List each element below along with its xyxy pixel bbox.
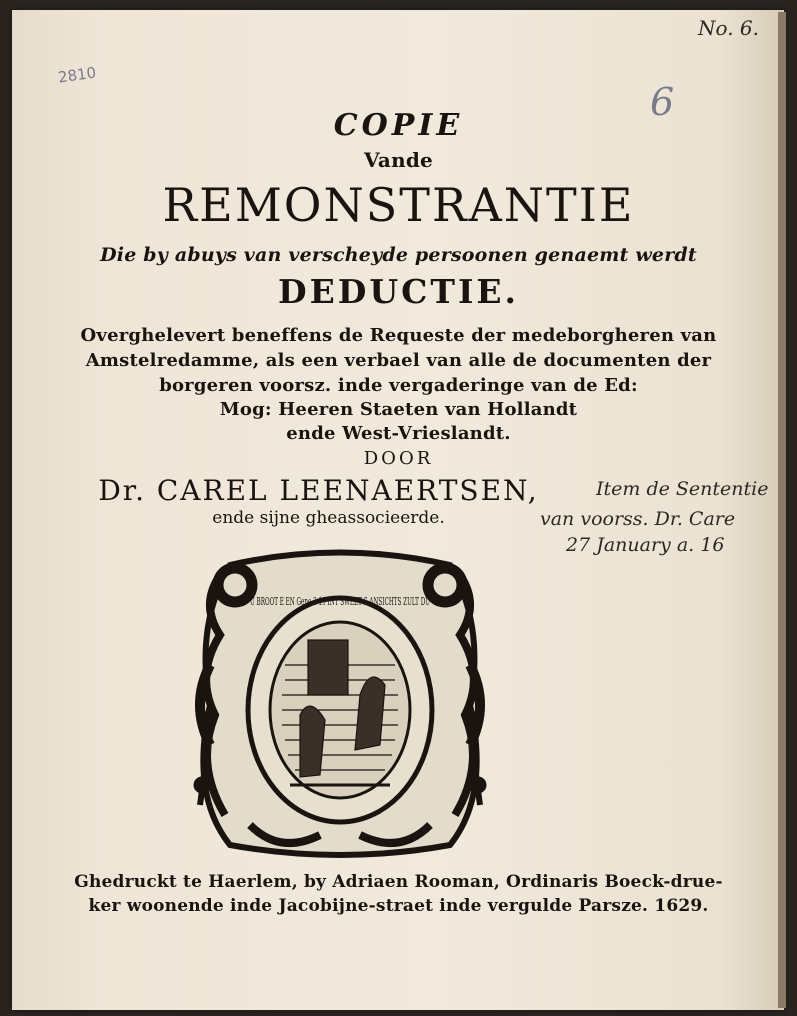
shelfmark: No. 6.	[698, 16, 759, 40]
body-line-2: Amstelredamme, als een verbael van alle de documenten der	[85, 350, 712, 371]
note-line-1: Item de Sententie	[596, 478, 769, 500]
body-line-1: Overghelevert beneffens de Requeste der medeborgheren van	[80, 325, 717, 346]
title-deductie: DEDUCTIE.	[277, 272, 520, 311]
body-line-4: Mog: Heeren Staeten van Hollandt	[219, 399, 578, 420]
imprint-line-1: Ghedruckt te Haerlem, by Adriaen Rooman, Ordinaris Boeck-drue-	[74, 872, 723, 892]
body-line-3: borgeren voorsz. inde vergaderinge van de Ed:	[159, 375, 638, 396]
author-name: Dr. CAREL LEENAERTSEN,	[98, 474, 539, 507]
printers-device-woodcut	[190, 545, 490, 860]
pencil-number: 2810	[56, 63, 98, 87]
title-main: REMONSTRANTIE	[162, 178, 635, 232]
body-line-5: ende West-Vrieslandt.	[286, 423, 511, 444]
note-line-3: 27 January a. 16	[566, 534, 725, 556]
title-vande: Vande	[364, 148, 433, 172]
imprint-line-2: ker woonende inde Jacobijne-straet inde vergulde Parsze. 1629.	[88, 896, 709, 916]
device-motto: U BROOT E EN Gene 3 19 INT SWEET S ANSICHTS ZULT DU	[250, 595, 430, 608]
title-door: DOOR	[363, 448, 434, 469]
title-sub: Die by abuys van verscheyde persoonen genaemt werdt	[100, 244, 697, 266]
pencil-mark: 6	[650, 80, 675, 124]
title-copie: COPIE	[333, 108, 464, 143]
author-sub: ende sijne gheassocieerde.	[212, 508, 445, 528]
note-line-2: van voorss. Dr. Care	[540, 508, 736, 530]
